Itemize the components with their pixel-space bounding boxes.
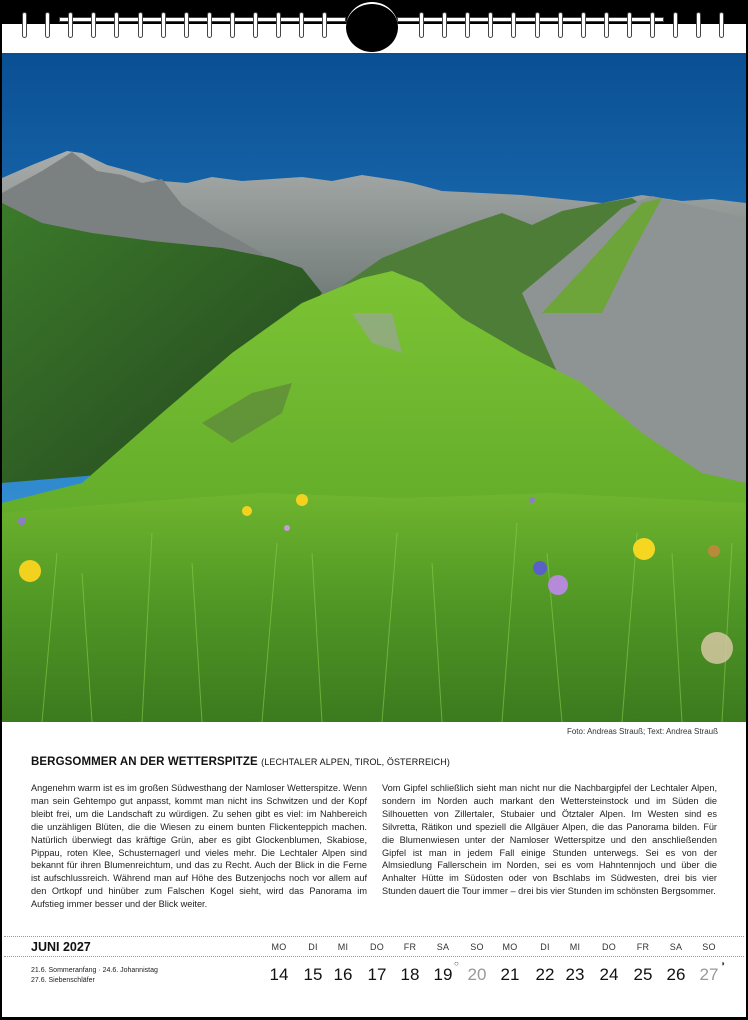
weekday-label: MO <box>502 942 518 952</box>
weekday-label: DI <box>308 942 318 952</box>
mountain-meadow-image <box>2 53 746 722</box>
full-moon-icon: ○ <box>454 959 459 968</box>
calendar-divider-middle <box>4 956 744 957</box>
binding-ring <box>46 13 49 37</box>
weekday-label: SA <box>669 942 683 952</box>
holiday-line: 27.6. Siebenschläfer <box>31 976 95 984</box>
weekday-label: MO <box>271 942 287 952</box>
binding-ring <box>277 13 280 37</box>
binding-ring <box>628 13 631 37</box>
half-moon-icon: ◑ <box>720 959 725 968</box>
binding-ring <box>115 13 118 37</box>
day-number: 20 <box>467 965 487 984</box>
weekday-label: SA <box>436 942 450 952</box>
day-number: 26 <box>666 965 686 984</box>
article-column-left <box>31 782 367 911</box>
weekday-label: SO <box>702 942 716 952</box>
binding-ring <box>443 13 446 37</box>
day-number: 18 <box>400 965 420 984</box>
binding-ring <box>512 13 515 37</box>
holiday-line: 21.6. Sommeranfang · 24.6. Johannistag <box>31 967 158 974</box>
day-number: 15 <box>303 965 323 984</box>
binding-ring <box>208 13 211 37</box>
calendar-divider-top <box>4 936 744 937</box>
binding-ring <box>559 13 562 37</box>
binding-ring <box>254 13 257 37</box>
weekday-label: DI <box>540 942 550 952</box>
binding-ring <box>536 13 539 37</box>
weekday-label: FR <box>636 942 650 952</box>
binding-wire <box>398 18 663 21</box>
binding-ring <box>231 13 234 37</box>
weekday-label: MI <box>337 942 349 952</box>
binding-ring <box>23 13 26 37</box>
binding-ring <box>489 13 492 37</box>
binding-ring <box>300 13 303 37</box>
binding-ring <box>697 13 700 37</box>
spiral-binding <box>0 0 748 56</box>
binding-ring <box>69 13 72 37</box>
weekday-label: MI <box>569 942 581 952</box>
binding-ring <box>420 13 423 37</box>
photo-credit: Foto: Andreas Strauß; Text: Andrea Strauß <box>566 727 718 736</box>
binding-ring <box>139 13 142 37</box>
day-number: 24 <box>599 965 619 984</box>
hanger-hole <box>346 2 398 52</box>
weekday-label: SO <box>470 942 484 952</box>
article-subtitle: (LECHTALER ALPEN, TIROL, ÖSTERREICH) <box>261 757 450 767</box>
holiday-notes <box>31 966 158 985</box>
day-number: 19 <box>433 965 453 984</box>
article-paragraph-right: Vom Gipfel schließlich sieht man nicht nur die Nachbargipfel der Lechtaler Alpen, sondern im Norden auch markant den Wettersteinstock und im Süden die Silhouetten von Zillertaler, Stubaier und Ötztaler Alpen. Im Westen sind es Silvretta, Rätikon und speziell die Allgäuer Alpen, die das Panorama bilden. Für die Blumenwiesen unter der Namloser Wetterspitze und den anschließenden Gipfel ist man in jedem Fall einige Stunden unterwegs. Sei es von der Almsiedlung Fallerschein im Norden, sei es vom Hahntennjoch und über die Anhalter Hütte im Südosten oder von Bschlabs im Südwesten, drei bis vier Stunden dauert die Tour immer – drei bis vier Stunden im schönsten Bergsommer. <box>382 783 717 897</box>
day-number: 16 <box>333 965 353 984</box>
binding-ring <box>605 13 608 37</box>
day-number: 17 <box>367 965 387 984</box>
article-title: BERGSOMMER AN DER WETTERSPITZE <box>31 756 258 768</box>
article-headline <box>31 756 450 768</box>
binding-ring <box>582 13 585 37</box>
binding-ring <box>162 13 165 37</box>
binding-ring <box>323 13 326 37</box>
day-number: 21 <box>500 965 520 984</box>
article-paragraph-left: Angenehm warm ist es im großen Südwesthang der Namloser Wetterspitze. Wenn man sein Gehtempo gut anpasst, kommt man nicht ins Schwitzen und der Kopf bleibt frei, um die Landschaft zu würdigen. Zu sehen gibt es viel: im Nahbereich die unzähligen Blüten, die die Wiesen zu einem bunten Flickenteppich machen. Natürlich überwiegt das kräftige Grün, aber es gibt Glockenblumen, Skabiose, Pippau, roten Klee, Schusternagerl und vieles mehr. Die Lechtaler Alpen sind bekannt für ihren Blumenreichtum, und das zu Recht. Auch der Blick in die Ferne ist aufschlussreich. Während man auf Höhe des Butzenjochs noch vor allem auf den Ortkopf und hinüber zum Falschen Kogel sieht, wird das Panorama im Aufstieg immer besser und der Blick weiter. <box>31 783 367 910</box>
binding-ring <box>92 13 95 37</box>
weekday-label: FR <box>403 942 417 952</box>
binding-ring <box>466 13 469 37</box>
binding-ring <box>185 13 188 37</box>
month-label: JUNI 2027 <box>31 940 91 954</box>
day-number: 25 <box>633 965 653 984</box>
binding-ring <box>674 13 677 37</box>
day-number: 23 <box>565 965 585 984</box>
weekday-label: DO <box>369 942 385 952</box>
day-number: 27 <box>699 965 719 984</box>
landscape-photo <box>2 53 746 722</box>
weekday-label: DO <box>601 942 617 952</box>
binding-ring <box>720 13 723 37</box>
binding-ring <box>651 13 654 37</box>
day-number: 22 <box>535 965 555 984</box>
article-column-right <box>382 782 717 898</box>
day-number: 14 <box>269 965 289 984</box>
